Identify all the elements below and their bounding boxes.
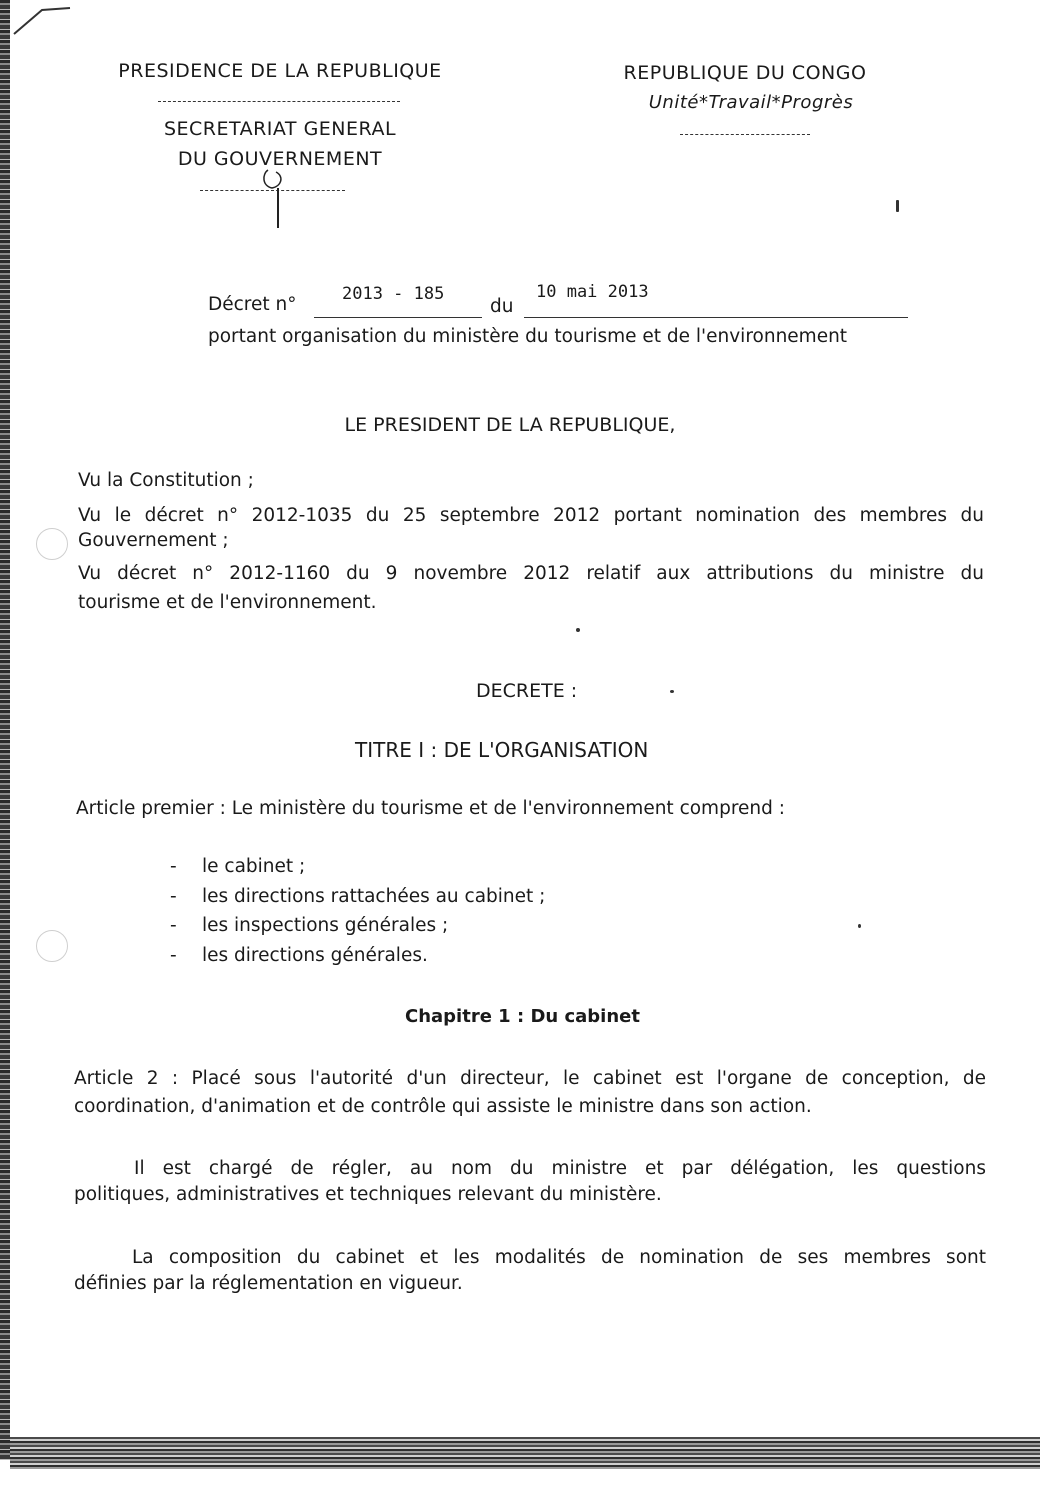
scan-speck xyxy=(670,690,674,693)
scan-speck xyxy=(858,924,861,928)
article-2-p3-line2: définies par la réglementation en vigueur. xyxy=(74,1273,463,1294)
scan-footer-band xyxy=(10,1437,1040,1469)
article-premier-intro: Article premier : Le ministère du tourisme et de l'environnement comprend : xyxy=(76,798,785,819)
list-item: les directions générales. xyxy=(202,945,428,966)
list-item: les directions rattachées au cabinet ; xyxy=(202,886,546,907)
scan-edge xyxy=(0,0,10,1460)
chapitre-heading: Chapitre 1 : Du cabinet xyxy=(405,1006,640,1027)
president-heading: LE PRESIDENT DE LA REPUBLIQUE, xyxy=(344,414,676,436)
scan-speck xyxy=(576,628,580,632)
titre-heading: TITRE I : DE L'ORGANISATION xyxy=(355,738,649,762)
corner-fold-mark xyxy=(12,6,72,36)
article-2-p1-line1: Article 2 : Placé sous l'autorité d'un directeur, le cabinet est l'organe de conception, de xyxy=(74,1068,986,1089)
article-2-p2-line1: Il est chargé de régler, au nom du ministre et par délégation, les questions xyxy=(134,1158,986,1179)
consideration-decret-2012-1160-line1: Vu décret n° 2012-1160 du 9 novembre 2012 relatif aux attributions du ministre du xyxy=(78,563,984,584)
header-motto: Unité*Travail*Progrès xyxy=(648,92,854,113)
list-dash: - xyxy=(170,856,177,877)
decree-number: 2013 - 185 xyxy=(342,284,445,304)
decree-label: Décret n° xyxy=(208,294,297,315)
list-dash: - xyxy=(170,915,177,936)
header-gouvernement: DU GOUVERNEMENT xyxy=(177,148,383,170)
decree-date-line xyxy=(524,317,908,318)
list-item: le cabinet ; xyxy=(202,856,306,877)
article-2-p3-line1: La composition du cabinet et les modalités de nomination de ses membres sont xyxy=(132,1247,986,1268)
list-dash: - xyxy=(170,945,177,966)
scan-speck xyxy=(896,200,899,212)
consideration-decret-2012-1035-line2: Gouvernement ; xyxy=(78,530,229,551)
header-right-divider xyxy=(680,134,810,135)
consideration-decret-2012-1160-line2: tourisme et de l'environnement. xyxy=(78,592,377,613)
decree-subject: portant organisation du ministère du tourisme et de l'environnement xyxy=(208,326,848,347)
decree-number-line xyxy=(314,317,482,318)
punch-hole xyxy=(36,930,68,962)
handwritten-mark xyxy=(258,164,298,232)
consideration-constitution: Vu la Constitution ; xyxy=(78,470,254,491)
header-secretariat: SECRETARIAT GENERAL xyxy=(163,118,397,140)
punch-hole xyxy=(36,528,68,560)
list-item: les inspections générales ; xyxy=(202,915,449,936)
header-republique: REPUBLIQUE DU CONGO xyxy=(623,62,867,84)
article-2-p2-line2: politiques, administratives et techniques relevant du ministère. xyxy=(74,1184,662,1205)
header-presidence: PRESIDENCE DE LA REPUBLIQUE xyxy=(118,60,442,82)
decrete-heading: DECRETE : xyxy=(476,680,578,702)
decree-date: 10 mai 2013 xyxy=(536,282,649,302)
header-left-divider xyxy=(158,101,400,102)
list-dash: - xyxy=(170,886,177,907)
consideration-decret-2012-1035-line1: Vu le décret n° 2012-1035 du 25 septembre 2012 portant nomination des membres du xyxy=(78,505,984,526)
decree-du: du xyxy=(490,296,514,317)
article-2-p1-line2: coordination, d'animation et de contrôle qui assiste le ministre dans son action. xyxy=(74,1096,812,1117)
